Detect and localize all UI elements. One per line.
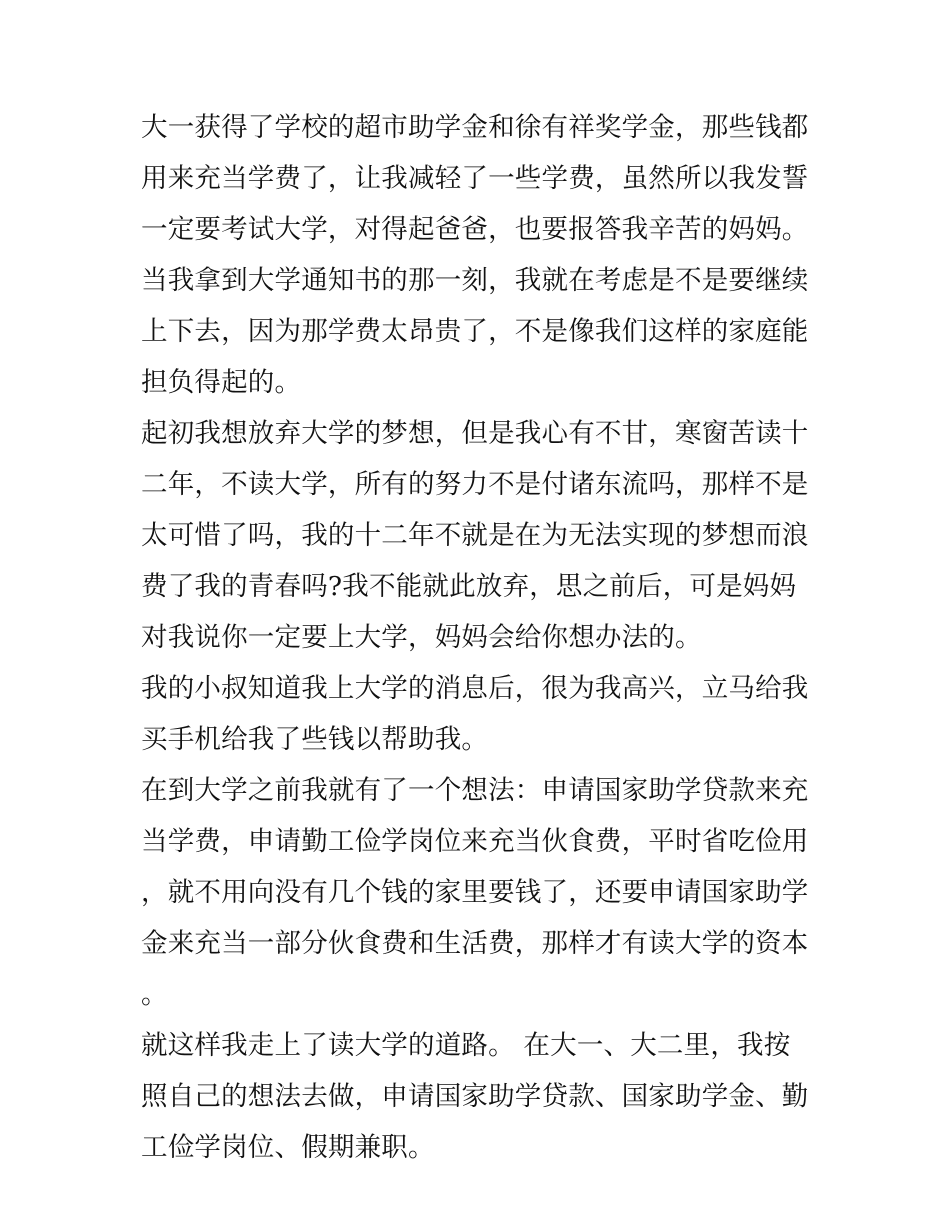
paragraph: 大一获得了学校的超市助学金和徐有祥奖学金，那些钱都用来充当学费了，让我减轻了一些学费，虽然所以我发誓一定要考试大学，对得起爸爸，也要报答我辛苦的妈妈。 <box>141 112 809 245</box>
paragraph: 就这样我走上了读大学的道路。 在大一、大二里，我按照自己的想法去做，申请国家助学贷款、国家助学金、勤工俭学岗位、假期兼职。 <box>141 1030 809 1163</box>
paragraph: 我的小叔知道我上大学的消息后，很为我高兴，立马给我买手机给我了些钱以帮助我。 <box>141 673 809 755</box>
paragraph: 起初我想放弃大学的梦想，但是我心有不甘，寒窗苦读十二年，不读大学，所有的努力不是付诸东流吗，那样不是太可惜了吗，我的十二年不就是在为无法实现的梦想而浪费了我的青春吗?我不能就此放弃，思之前后，可是妈妈对我说你一定要上大学，妈妈会给你想办法的。 <box>141 418 809 653</box>
paragraph: 当我拿到大学通知书的那一刻，我就在考虑是不是要继续上下去，因为那学费太昂贵了，不是像我们这样的家庭能担负得起的。 <box>141 265 809 398</box>
paragraph: 在到大学之前我就有了一个想法：申请国家助学贷款来充当学费，申请勤工俭学岗位来充当伙食费，平时省吃俭用，就不用向没有几个钱的家里要钱了，还要申请国家助学金来充当一部分伙食费和生活费，那样才有读大学的资本。 <box>141 775 809 1010</box>
document-body <box>141 102 816 1173</box>
